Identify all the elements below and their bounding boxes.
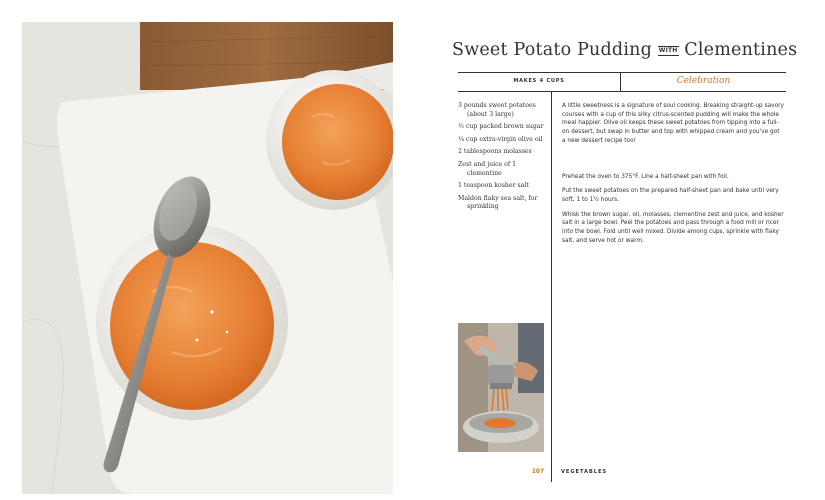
recipe-title <box>452 40 798 60</box>
recipe-tag: Celebration <box>676 76 731 86</box>
ingredient-item: ½ cup packed brown sugar <box>458 123 544 131</box>
header-rule-bottom <box>458 91 786 92</box>
ricer-photo-illustration <box>458 323 544 452</box>
page-number: 107 <box>531 469 544 475</box>
ricer-photo <box>458 323 544 452</box>
recipe-yield: MAKES 4 CUPS <box>513 78 565 84</box>
method-step: Preheat the oven to 375°F. Line a half-sheet pan with foil. <box>562 173 729 180</box>
recipe-method <box>562 102 784 251</box>
pudding-photo <box>22 22 393 494</box>
method-step: Whisk the brown sugar, oil, molasses, clementine zest and juice, and kosher salt in a large bowl. Peel the potatoes and pass through a food mill or ricer into the bowl. Fold until well mixed. Divide among cups, sprinkle with flaky salt, and serve hot or warm. <box>562 211 784 244</box>
ingredient-item: 2 tablespoons molasses <box>458 148 532 156</box>
ingredient-item: ¼ cup extra-virgin olive oil <box>458 135 543 143</box>
ingredient-item: Maldon flaky sea salt, for sprinkling <box>458 194 538 211</box>
recipe-title-part2: Clementines <box>684 40 798 60</box>
section-name: VEGETABLES <box>561 469 608 475</box>
ingredient-item: Zest and juice of 1 clementine <box>458 160 517 177</box>
recipe-intro: A little sweetness is a signature of soul cooking. Breaking straight-up savory courses with a cup of this silky citrus-scented pudding will make the whole meal happier. Olive oil keeps these sweet potatoes from tipping into a full-on dessert, but swap in butter and top with whipped cream and you've got a new dessert recipe too! <box>562 103 784 144</box>
header-rule-top <box>458 72 786 73</box>
pudding-photo-illustration <box>22 22 393 494</box>
ingredient-list <box>458 102 550 216</box>
method-step: Put the sweet potatoes on the prepared half-sheet pan and bake until very soft, 1 to 1½ hours. <box>562 188 779 203</box>
recipe-title-with: WITH <box>658 47 678 54</box>
ingredient-item: 1 teaspoon kosher salt <box>458 182 529 190</box>
column-divider <box>551 92 552 482</box>
ingredient-item: 3 pounds sweet potatoes (about 3 large) <box>458 102 536 118</box>
recipe-title-part1: Sweet Potato Pudding <box>452 40 652 60</box>
